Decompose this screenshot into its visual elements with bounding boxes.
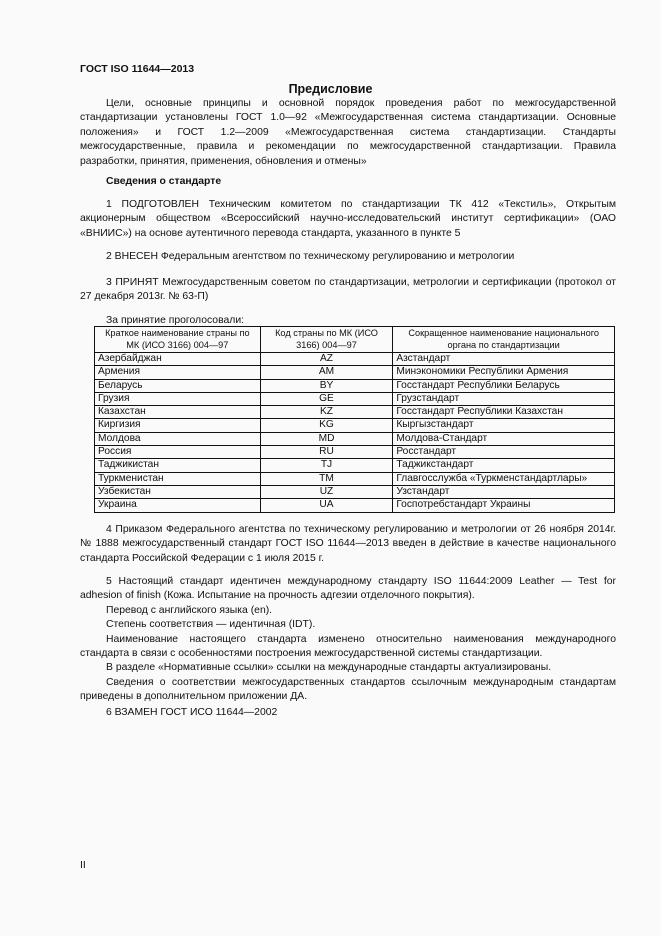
cell-country: Киргизия bbox=[95, 419, 261, 432]
cell-body: Азстандарт bbox=[393, 353, 615, 366]
item-4 bbox=[80, 523, 616, 566]
table-row bbox=[95, 459, 615, 472]
table-row bbox=[95, 419, 615, 432]
cell-country: Россия bbox=[95, 446, 261, 459]
item-5 bbox=[80, 575, 616, 705]
cell-country: Армения bbox=[95, 366, 261, 379]
cell-body: Грузстандарт bbox=[393, 392, 615, 405]
cell-country: Узбекистан bbox=[95, 485, 261, 498]
cell-body: Росстандарт bbox=[393, 446, 615, 459]
item-5-degree: Степень соответствия — идентичная (IDT). bbox=[106, 619, 316, 631]
column-header-code: Код страны по МК (ИСО 3166) 004—97 bbox=[260, 327, 393, 353]
cell-country: Туркменистан bbox=[95, 472, 261, 485]
table-row bbox=[95, 406, 615, 419]
cell-body: Таджикстандарт bbox=[393, 459, 615, 472]
cell-body: Главгосслужба «Туркменстандартлары» bbox=[393, 472, 615, 485]
cell-code: TM bbox=[260, 472, 393, 485]
cell-body: Госстандарт Республики Беларусь bbox=[393, 379, 615, 392]
cell-country: Таджикистан bbox=[95, 459, 261, 472]
cell-code: KZ bbox=[260, 406, 393, 419]
cell-code: GE bbox=[260, 392, 393, 405]
cell-country: Украина bbox=[95, 499, 261, 512]
column-header-body: Сокращенное наименование национального органа по стандартизации bbox=[393, 327, 615, 353]
table-row bbox=[95, 366, 615, 379]
item-3 bbox=[80, 276, 616, 305]
page-title: Предисловие bbox=[288, 82, 373, 96]
subheading-block bbox=[80, 175, 616, 189]
document-header: ГОСТ ISO 11644—2013 bbox=[80, 63, 195, 75]
item-5-references: В разделе «Нормативные ссылки» ссылки на международные стандарты актуализированы. bbox=[106, 662, 552, 674]
subheading: Сведения о стандарте bbox=[106, 176, 222, 187]
item-6 bbox=[80, 706, 616, 720]
table-row bbox=[95, 432, 615, 445]
cell-country: Казахстан bbox=[95, 406, 261, 419]
table-row bbox=[95, 499, 615, 512]
cell-code: AM bbox=[260, 366, 393, 379]
cell-country: Азербайджан bbox=[95, 353, 261, 366]
cell-country: Молдова bbox=[95, 432, 261, 445]
cell-body: Госпотребстандарт Украины bbox=[393, 499, 615, 512]
cell-country: Грузия bbox=[95, 392, 261, 405]
item-2 bbox=[80, 250, 616, 264]
voting-table bbox=[94, 326, 615, 513]
cell-body: Госстандарт Республики Казахстан bbox=[393, 406, 615, 419]
table-row bbox=[95, 485, 615, 498]
item-6-text: 6 ВЗАМЕН ГОСТ ИСО 11644—2002 bbox=[106, 707, 278, 718]
item-5-name-change: Наименование настоящего стандарта изменено относительно наименования международного стандарта в связи с особенностями построения межгосударственной системы стандартизации. bbox=[80, 633, 616, 660]
cell-code: TJ bbox=[260, 459, 393, 472]
cell-body: Минэкономики Республики Армения bbox=[393, 366, 615, 379]
page-number: II bbox=[80, 860, 86, 871]
cell-code: AZ bbox=[260, 353, 393, 366]
cell-code: KG bbox=[260, 419, 393, 432]
table-row bbox=[95, 446, 615, 459]
item-5-info: Сведения о соответствии межгосударственных стандартов ссылочным международным стандартам приведены в дополнительном приложении ДА. bbox=[80, 676, 616, 703]
intro-paragraph bbox=[80, 97, 616, 169]
item-1-text: 1 ПОДГОТОВЛЕН Техническим комитетом по стандартизации ТК 412 «Текстиль», Открытым акционерным обществом «Всероссийский научно-исследовательский институт сертификации» (ОАО «ВНИИС») на основе аутентичного перевода стандарта, указанного в пункте 5 bbox=[80, 199, 616, 239]
item-5-translation: Перевод с английского языка (en). bbox=[106, 604, 273, 616]
item-4-text: 4 Приказом Федерального агентства по техническому регулированию и метрологии от 26 ноября 2014г. № 1888 межгосударственный стандарт ГОСТ ISO 11644—2013 введен в действие в качестве национального стандарта Российской Федерации с 1 июля 2015 г. bbox=[80, 524, 616, 564]
table-row bbox=[95, 392, 615, 405]
table-header-row bbox=[95, 327, 615, 353]
cell-code: UZ bbox=[260, 485, 393, 498]
cell-body: Кыргызстандарт bbox=[393, 419, 615, 432]
item-5-text: 5 Настоящий стандарт идентичен международному стандарту ISO 11644:2009 Leather — Test for adhesion of finish (Кожа. Испытание на прочность адгезии отделочного покрытия). bbox=[80, 576, 616, 602]
cell-code: UA bbox=[260, 499, 393, 512]
cell-body: Молдова-Стандарт bbox=[393, 432, 615, 445]
table-row bbox=[95, 379, 615, 392]
cell-country: Беларусь bbox=[95, 379, 261, 392]
item-2-text: 2 ВНЕСЕН Федеральным агентством по техническому регулированию и метрологии bbox=[106, 251, 515, 262]
column-header-country: Краткое наименование страны по МК (ИСО 3166) 004—97 bbox=[95, 327, 261, 353]
cell-code: RU bbox=[260, 446, 393, 459]
item-1 bbox=[80, 198, 616, 241]
cell-body: Узстандарт bbox=[393, 485, 615, 498]
intro-text: Цели, основные принципы и основной порядок проведения работ по межгосударственной стандартизации установлены ГОСТ 1.0—92 «Межгосударственная система стандартизации. Основные положения» и ГОСТ 1.2—2009 «Межгосударственная система стандартизации. Стандарты межгосударственные, правила и рекомендации по межгосударственной стандартизации. Правила разработки, принятия, применения, обновления и отмены» bbox=[80, 98, 616, 167]
cell-code: BY bbox=[260, 379, 393, 392]
cell-code: MD bbox=[260, 432, 393, 445]
table-row bbox=[95, 472, 615, 485]
table-row bbox=[95, 353, 615, 366]
item-3-text: 3 ПРИНЯТ Межгосударственным советом по стандартизации, метрологии и сертификации (протокол от 27 декабря 2013г. № 63-П) bbox=[80, 277, 616, 303]
vote-caption: За принятие проголосовали: bbox=[106, 315, 245, 326]
